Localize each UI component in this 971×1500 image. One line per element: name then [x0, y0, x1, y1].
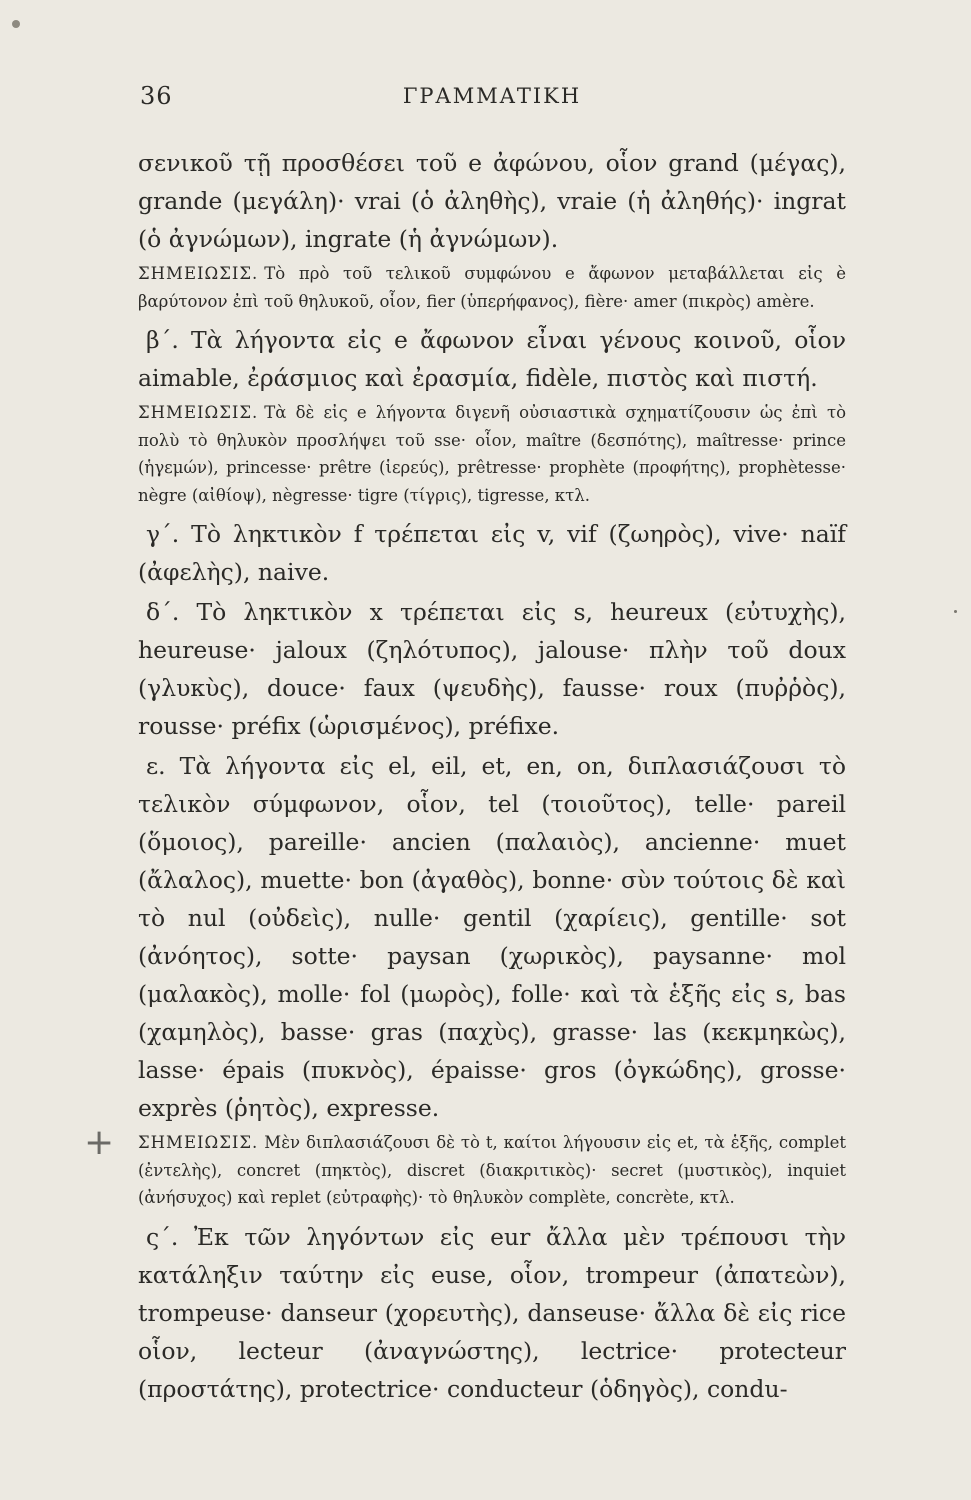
paragraph-text: ς΄. Ἐκ τῶν ληγόντων εἰς eur ἄλλα μὲν τρέπουσι τὴν κατάληξιν ταύτην εἰς euse, οἷον, trompeur (ἀπατεὼν), trompeuse· danseur (χορευτὴς), danseuse· ἄλλα δὲ εἰς rice οἷον, lecteur (ἀναγνώστης), lectrice· protecteur (προστάτης), protectrice· conducteur (ὁδηγὸς), condu- [138, 1222, 846, 1403]
note-text: Μὲν διπλασιάζουσι δὲ τὸ t, καίτοι λήγουσιν εἰς et, τὰ ἑξῆς, complet (ἐντελὴς), concret (πηκτὸς), discret (διακριτικὸς)· secret (μυστικὸς), inquiet (ἀνήσυχος) καὶ replet (εὐτραφὴς)· τὸ θηλυκὸν complète, concrète, κτλ. [138, 1133, 846, 1207]
page-number: 36 [140, 82, 173, 110]
note-text: Τὰ δὲ εἰς e λήγοντα διγενῆ οὐσιαστικὰ σχηματίζουσιν ὡς ἐπὶ τὸ πολὺ τὸ θηλυκὸν προσλήψει τοῦ sse· οἷον, maître (δεσπότης), maîtresse· prince (ἡγεμών), princesse· prêtre (ἱερεύς), prêtresse· prophète (προφήτης), prophètesse· nègre (αἰθίοψ), nègresse· tigre (τίγρις), tigresse, κτλ. [138, 403, 846, 505]
body-paragraph [138, 1218, 846, 1408]
body-paragraph [138, 515, 846, 591]
body-paragraph [138, 321, 846, 397]
margin-pencil-cross-mark: + [84, 1122, 115, 1163]
body-paragraph [138, 593, 846, 745]
paragraph-text: δ΄. Τὸ ληκτικὸν x τρέπεται εἰς s, heureux (εὐτυχὴς), heureuse· jaloux (ζηλότυπος), jalouse· πλὴν τοῦ doux (γλυκὺς), douce· faux (ψευδὴς), fausse· roux (πυῤῥὸς), rousse· préfix (ὡρισμένος), préfixe. [138, 598, 846, 740]
page-header [138, 82, 846, 130]
text-column [138, 144, 846, 1408]
body-paragraph [138, 747, 846, 1127]
paragraph-text: ε. Τὰ λήγοντα εἰς el, eil, et, en, on, διπλασιάζουσι τὸ τελικὸν σύμφωνον, οἷον, tel (τοιοῦτος), telle· pareil (ὅμοιος), pareille· ancien (παλαιὸς), ancienne· muet (ἄλαλος), muette· bon (ἀγαθὸς), bonne· σὺν τούτοις δὲ καὶ τὸ nul (οὐδεὶς), nulle· gentil (χαρίεις), gentille· sot (ἀνόητος), sotte· paysan (χωρικὸς), paysanne· mol (μαλακὸς), molle· fol (μωρὸς), folle· καὶ τὰ ἑξῆς εἰς s, bas (χαμηλὸς), basse· gras (παχὺς), grasse· las (κεκμηκὼς), lasse· épais (πυκνὸς), épaisse· gros (ὀγκώδης), grosse· exprès (ῥητὸς), expresse. [138, 752, 846, 1122]
note-label: ΣΗΜΕΙΩΣΙΣ. [138, 264, 259, 283]
paragraph-text: γ΄. Τὸ ληκτικὸν f τρέπεται εἰς v, vif (ζωηρὸς), vive· naïf (ἀφελὴς), naive. [138, 520, 846, 586]
note-text: Τὸ πρὸ τοῦ τελικοῦ συμφώνου e ἄφωνον μεταβάλλεται εἰς è βαρύτονον ἐπὶ τοῦ θηλυκοῦ, οἷον, fier (ὑπερήφανος), fière· amer (πικρὸς) amère. [138, 264, 846, 311]
note-paragraph [138, 1129, 846, 1212]
paragraph-text: σενικοῦ τῇ προσθέσει τοῦ e ἀφώνου, οἷον grand (μέγας), grande (μεγάλη)· vrai (ὁ ἀληθὴς), vraie (ἡ ἀληθής)· ingrat (ὁ ἀγνώμων), ingrate (ἡ ἀγνώμων). [138, 149, 846, 253]
paper-spot [954, 610, 957, 613]
running-title: ΓΡΑΜΜΑΤΙΚΗ [402, 84, 582, 108]
body-paragraph [138, 144, 846, 258]
paper-spot [12, 20, 20, 28]
note-label: ΣΗΜΕΙΩΣΙΣ. [138, 1133, 259, 1152]
paragraph-text: β΄. Τὰ λήγοντα εἰς e ἄφωνον εἶναι γένους κοινοῦ, οἷον aimable, ἐράσμιος καὶ ἐρασμία, fidèle, πιστὸς καὶ πιστή. [138, 326, 846, 392]
note-label: ΣΗΜΕΙΩΣΙΣ. [138, 403, 259, 422]
note-paragraph [138, 399, 846, 509]
note-paragraph [138, 260, 846, 315]
